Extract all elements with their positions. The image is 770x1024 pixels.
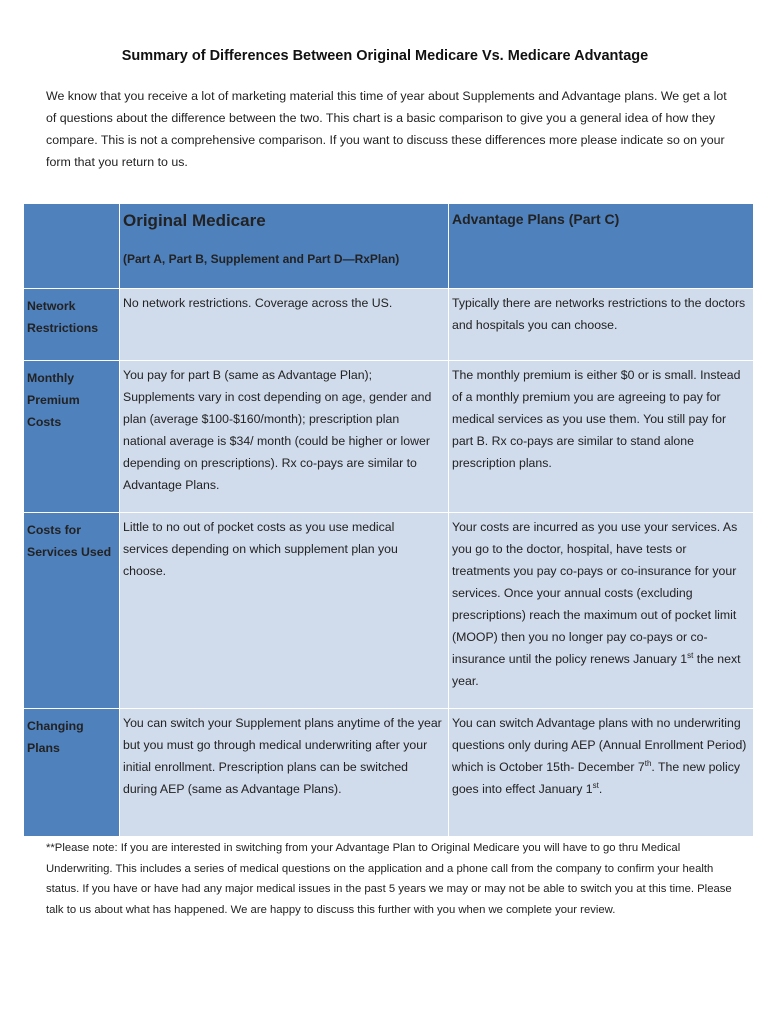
- advantage-plans-title: Advantage Plans (Part C): [452, 211, 620, 227]
- cell-original-premium: You pay for part B (same as Advantage Plan); Supplements vary in cost depending on age, gender and plan (average $100-$160/month); prescription plan national average is $34/ month (could be higher or lower depending on prescriptions). Rx co-pays are similar to Advantage Plans.: [120, 361, 449, 513]
- header-advantage-plans: [449, 204, 754, 289]
- please-note-section: [46, 838, 736, 920]
- cell-original-changing: You can switch your Supplement plans anytime of the year but you must go through medical underwriting after your initial enrollment. Prescription plans can be switched during AEP (same as Advantage Plans).: [120, 709, 449, 837]
- original-medicare-title: Original Medicare: [123, 211, 266, 230]
- advantage-changing-text-end: .: [598, 782, 603, 796]
- page-title: Summary of Differences Between Original Medicare Vs. Medicare Advantage: [121, 48, 649, 64]
- advantage-services-text: Your costs are incurred as you use your services. As you go to the doctor, hospital, have tests or treatments you pay co-pays or co-insurance for your services. Once your annual costs (excluding prescriptions) reach the maximum out of pocket limit (MOOP) then you no longer pay co-pays or co-insurance until the policy renews January 1: [452, 520, 738, 666]
- table-row: [24, 709, 754, 837]
- comparison-table: [23, 203, 754, 837]
- cell-advantage-premium: The monthly premium is either $0 or is small. Instead of a monthly premium you are agreeing to pay for medical services as you use them. You still pay for part B. Rx co-pays are similar to stand alone prescription plans.: [449, 361, 754, 513]
- cell-advantage-services: [449, 513, 754, 709]
- ordinal-suffix: st: [687, 650, 694, 660]
- ordinal-suffix: st: [592, 780, 599, 790]
- ordinal-suffix: th: [644, 758, 652, 768]
- table-row: [24, 361, 754, 513]
- table-row: [24, 289, 754, 361]
- advantage-changing-text-mid: . The new policy goes into effect January 1: [452, 760, 741, 796]
- please-note-text: **Please note: If you are interested in switching from your Advantage Plan to Original Medicare you will have to go thru Medical Underwriting. This includes a series of medical questions on the application and a phone call from the company to confirm your health status. If you have or have had any major medical issues in the past 5 years we may or may not be able to switch you at this time. Please talk to us about what has happened. We are happy to discuss this further with you when we complete your review.: [46, 842, 732, 916]
- original-medicare-subtitle: (Part A, Part B, Supplement and Part D—RxPlan): [123, 252, 400, 266]
- cell-original-services: Little to no out of pocket costs as you use medical services depending on which supplement plan you choose.: [120, 513, 449, 709]
- table-header-row: [24, 204, 754, 289]
- intro-text: We know that you receive a lot of marketing material this time of year about Supplements and Advantage plans. We get a lot of questions about the difference between the two. This chart is a basic comparison to give you a general idea of how they compare. This is not a comprehensive comparison. If you want to discuss these differences more please indicate so on your form that you return to us.: [46, 89, 727, 169]
- row-label-costs-for-services: Costs for Services Used: [24, 513, 120, 709]
- row-label-network-restrictions: Network Restrictions: [24, 289, 120, 361]
- intro-paragraph: [46, 85, 736, 173]
- row-label-monthly-premium-costs: Monthly Premium Costs: [24, 361, 120, 513]
- cell-original-network: No network restrictions. Coverage across the US.: [120, 289, 449, 361]
- row-label-changing-plans: Changing Plans: [24, 709, 120, 837]
- cell-advantage-network: Typically there are networks restrictions to the doctors and hospitals you can choose.: [449, 289, 754, 361]
- table-row: [24, 513, 754, 709]
- advantage-changing-text: You can switch Advantage plans with no underwriting questions only during AEP (Annual Enrollment Period) which is October 15th- December 7: [452, 716, 747, 774]
- header-original-medicare: [120, 204, 449, 289]
- cell-advantage-changing: [449, 709, 754, 837]
- header-corner-cell: [24, 204, 120, 289]
- advantage-services-text-end: the next year.: [452, 652, 741, 688]
